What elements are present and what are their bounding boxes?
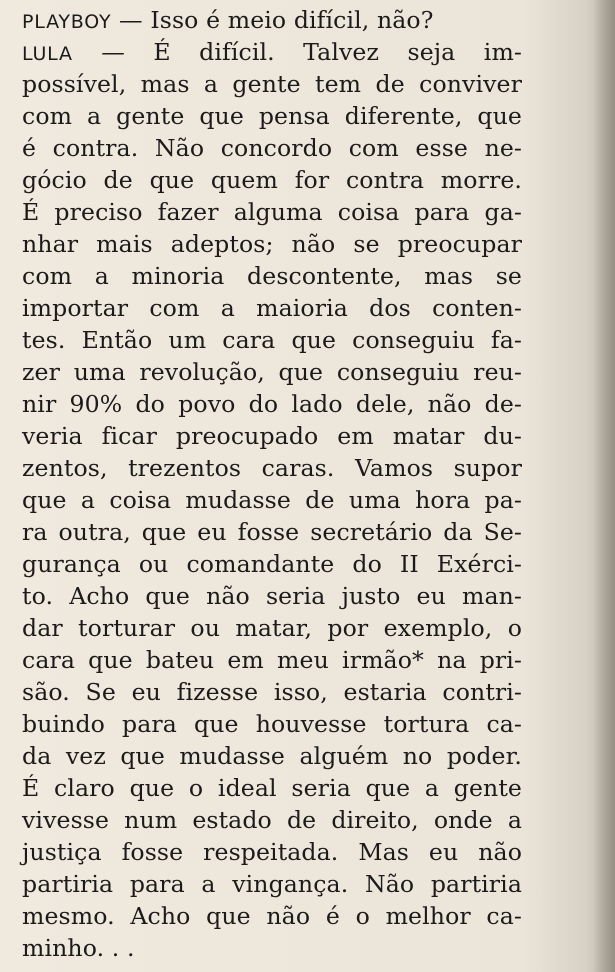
speaker-playboy: PLAYBOY [22, 11, 112, 33]
answer-line: nir 90% do povo do lado dele, não de- [22, 390, 522, 418]
answer-line: cara que bateu em meu irmão* na pri- [22, 646, 522, 674]
answer-line: mesmo. Acho que não é o melhor ca- [22, 902, 522, 930]
answer-line: gurança ou comandante do II Exérci- [22, 550, 522, 578]
answer-line: dar torturar ou matar, por exemplo, o [22, 614, 522, 642]
speaker-lula: LULA [22, 43, 73, 65]
answer-line: tes. Então um cara que conseguiu fa- [22, 326, 522, 354]
answer-line: zentos, trezentos caras. Vamos supor [22, 454, 522, 482]
answer-line: com a gente que pensa diferente, que [22, 102, 522, 130]
answer-line: são. Se eu fizesse isso, estaria contri- [22, 678, 522, 706]
answer-line: ra outra, que eu fosse secretário da Se- [22, 518, 522, 546]
answer-line: É claro que o ideal seria que a gente [22, 774, 522, 802]
answer-line: to. Acho que não seria justo eu man- [22, 582, 522, 610]
answer-line: vivesse num estado de direito, onde a [22, 806, 522, 834]
answer-line: da vez que mudasse alguém no poder. [22, 742, 522, 770]
answer-first-line [22, 36, 522, 68]
answer-line: gócio de que quem for contra morre. [22, 166, 522, 194]
question-line [22, 4, 522, 36]
question-text: — Isso é meio difícil, não? [111, 6, 434, 34]
page-edge-shadow [593, 0, 615, 972]
answer-line: partiria para a vingança. Não partiria [22, 870, 522, 898]
answer-line: nhar mais adeptos; não se preocupar [22, 230, 522, 258]
answer-last-line: minho. . . [22, 934, 135, 962]
answer-line: importar com a maioria dos conten- [22, 294, 522, 322]
answer-line: veria ficar preocupado em matar du- [22, 422, 522, 450]
interview-column [22, 4, 522, 964]
answer-line: justiça fosse respeitada. Mas eu não [22, 838, 522, 866]
answer-line: com a minoria descontente, mas se [22, 262, 522, 290]
answer-line: buindo para que houvesse tortura ca- [22, 710, 522, 738]
answer-first-text: — É difícil. Talvez seja im- [72, 38, 522, 66]
answer-line: É preciso fazer alguma coisa para ga- [22, 198, 522, 226]
answer-line: possível, mas a gente tem de conviver [22, 70, 522, 98]
answer-line: zer uma revolução, que conseguiu reu- [22, 358, 522, 386]
answer-line: que a coisa mudasse de uma hora pa- [22, 486, 522, 514]
answer-line: é contra. Não concordo com esse ne- [22, 134, 522, 162]
